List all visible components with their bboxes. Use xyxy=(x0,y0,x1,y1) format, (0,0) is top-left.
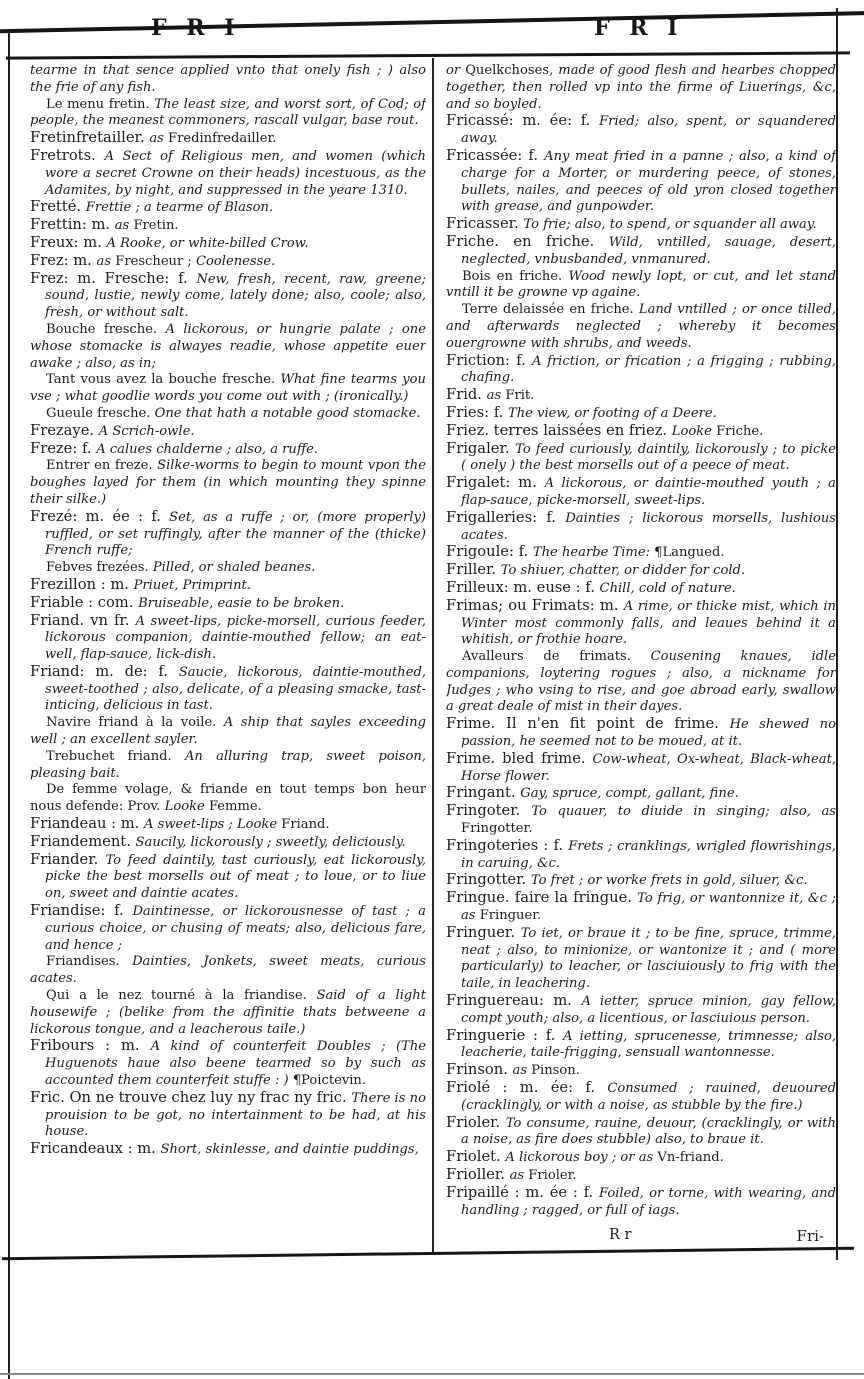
dictionary-entry xyxy=(30,406,426,423)
entry-headword: Friche. en friche. xyxy=(446,232,609,250)
entry-gloss: as xyxy=(509,1168,529,1183)
entry-headword: Fringuereau: m. xyxy=(446,992,582,1010)
entry-headword: Fries: f. xyxy=(446,403,509,421)
entry-gloss: To frig, or wantonnize it, &c ; as xyxy=(461,891,836,924)
dictionary-entry xyxy=(446,441,836,476)
entry-gloss: as xyxy=(96,253,116,269)
dictionary-entry xyxy=(446,872,836,890)
dictionary-entry xyxy=(446,234,836,269)
entry-roman-text: Frioler. xyxy=(528,1168,577,1183)
dictionary-entry xyxy=(446,353,836,388)
dictionary-entry xyxy=(446,475,836,510)
entry-gloss: Saucily, lickorously ; sweetly, deliciously. xyxy=(135,834,406,850)
entry-gloss: Frettie ; a tearme of Blason. xyxy=(85,200,274,216)
entry-roman-text: Le menu fretin. xyxy=(46,96,155,112)
dictionary-entry xyxy=(446,925,836,993)
entry-roman-text: Friandises. xyxy=(46,954,133,970)
entry-headword: Friand: m. de: f. xyxy=(30,662,179,680)
dictionary-entry xyxy=(30,903,426,954)
entry-roman-text: Gueule fresche. xyxy=(46,405,155,421)
entry-gloss: Cow-wheat, Ox-wheat, Black-wheat, Horse flower. xyxy=(461,751,836,784)
dictionary-entry xyxy=(446,838,836,873)
entry-headword: Frettin: m. xyxy=(30,216,115,234)
entry-gloss: tearme in that sence applied vnto that onely fish ; ) also the frie of any fish. xyxy=(30,63,426,95)
top-scan-edge-rule xyxy=(0,11,864,34)
entry-roman-text: De femme volage, & friande en tout temps bon heur nous defende: Prov. xyxy=(30,782,426,815)
dictionary-entry xyxy=(446,423,836,441)
dictionary-entry xyxy=(30,441,426,459)
dictionary-entry xyxy=(446,148,836,216)
entry-gloss: A Scrich-owle. xyxy=(98,423,195,439)
entry-gloss: Chill, cold of nature. xyxy=(599,580,736,596)
entry-headword: Frigalet: m. xyxy=(446,474,545,492)
dictionary-entry xyxy=(30,852,426,903)
running-header-right: F R I xyxy=(594,15,684,41)
signature-mark: R r xyxy=(609,1227,632,1243)
entry-roman-text: Friand. xyxy=(281,817,330,833)
entry-headword: Frioler. xyxy=(446,1113,506,1131)
entry-gloss: Cousening knaues, idle companions, loytering rogues ; also, a nickname for Judges ; who vsing to rise, and goe abroad early, swallow a great deale of mist in their dayes. xyxy=(446,649,836,715)
entry-headword: Fricassée: f. xyxy=(446,146,545,164)
entry-roman-text: Pinson. xyxy=(531,1063,580,1079)
entry-headword: Fringoteries : f. xyxy=(446,836,569,854)
dictionary-entry xyxy=(446,1185,836,1220)
entry-gloss: Dainties, Jonkets, sweet meats, curious acates. xyxy=(30,954,426,987)
entry-gloss: A sweet-lips ; Looke xyxy=(144,817,282,833)
entry-roman-text: Femme. xyxy=(208,799,262,815)
entry-headword: Freze: f. xyxy=(30,439,97,457)
entry-roman-text: Vn-friand. xyxy=(657,1150,724,1166)
entry-headword: Friction: f. xyxy=(446,351,532,369)
entry-headword: Fripaillé : m. ée : f. xyxy=(446,1183,599,1201)
entry-headword: Frime. Il n'en fit point de frime. xyxy=(446,715,730,733)
column-divider-rule xyxy=(432,58,434,1254)
dictionary-entry xyxy=(30,834,426,852)
entry-roman-text: Fringotter. xyxy=(461,821,533,837)
dictionary-entry xyxy=(30,664,426,715)
dictionary-entry xyxy=(446,1115,836,1150)
dictionary-entry xyxy=(30,954,426,988)
dictionary-entry xyxy=(30,613,426,664)
entry-gloss: as xyxy=(149,131,169,147)
entry-gloss: To feed curiously, daintily, lickorously ; to picke ( onely ) the best morsells out of a peece of meat. xyxy=(461,441,836,474)
entry-headword: Fringuer. xyxy=(446,923,521,941)
entry-gloss: Frets ; cranklings, wrigled flowrishings, in caruing, &c. xyxy=(461,838,836,871)
entry-headword: Friandise: f. xyxy=(30,902,133,920)
entry-gloss: The least size, and worst sort, of Cod; of people, the meanest commoners, rascall vulgar, base rout. xyxy=(30,96,426,129)
dictionary-entry xyxy=(446,387,836,405)
dictionary-entry xyxy=(446,1062,836,1080)
entry-gloss: To shiuer, chatter, or didder for cold. xyxy=(500,563,746,579)
entry-headword: Fretinfretailler. xyxy=(30,129,150,147)
entry-headword: Frime. bled frime. xyxy=(446,749,593,767)
dictionary-entry xyxy=(30,235,426,253)
dictionary-entry xyxy=(30,988,426,1038)
entry-roman-text: Navire friand à la voile. xyxy=(46,715,224,731)
entry-headword: Fribours : m. xyxy=(30,1037,151,1055)
dictionary-entry xyxy=(30,816,426,834)
entry-gloss: or xyxy=(446,63,466,78)
dictionary-entry xyxy=(446,716,836,751)
entry-gloss: A ietter, spruce minion, gay fellow, compt youth; also, a licentious, or lasciuious person. xyxy=(461,994,836,1026)
dictionary-entry xyxy=(30,271,426,322)
dictionary-entry xyxy=(446,1028,836,1063)
entry-gloss: One that hath a notable good stomacke. xyxy=(154,405,421,421)
entry-headword: Fricandeaux : m. xyxy=(30,1140,161,1158)
entry-headword: Friander. xyxy=(30,850,106,868)
entry-headword: Frigaler. xyxy=(446,439,516,457)
entry-headword: Fretté. xyxy=(30,198,86,216)
entry-headword: Fringotter. xyxy=(446,871,531,889)
entry-gloss: A lickorous boy ; or as xyxy=(505,1150,658,1166)
right-frame-rule xyxy=(836,8,838,1260)
entry-gloss: To fret ; or worke frets in gold, siluer, &c. xyxy=(530,873,808,889)
entry-headword: Frimas; ou Frimats: m. xyxy=(446,596,624,614)
dictionary-entry xyxy=(30,199,426,217)
entry-headword: Frid. xyxy=(446,386,487,404)
dictionary-entry xyxy=(30,577,426,595)
dictionary-entry xyxy=(446,269,836,303)
entry-headword: Friolet. xyxy=(446,1148,506,1166)
entry-gloss: Foiled, or torne, with wearing, and handling ; ragged, or full of iags. xyxy=(461,1185,836,1218)
entry-roman-text: Fretin. xyxy=(133,218,179,234)
entry-gloss: A Sect of Religious men, and women (which wore a secret Crowne on their heads) incestuous, as the Adamites, by night, and suppressed in the yeare 1310. xyxy=(45,148,426,198)
entry-gloss: To frie; also, to spend, or squander all away. xyxy=(523,217,817,233)
dictionary-entry xyxy=(446,785,836,803)
entry-headword: Fricassé: m. ée: f. xyxy=(446,112,600,130)
entry-gloss: as xyxy=(512,1063,532,1079)
dictionary-entry xyxy=(30,782,426,816)
entry-gloss: To consume, rauine, deuour, (cracklingly, or with a noise, as fire does stubble) also, to braue it. xyxy=(461,1115,836,1148)
dictionary-entry xyxy=(30,1090,426,1141)
dictionary-entry xyxy=(446,216,836,234)
dictionary-entry xyxy=(446,510,836,545)
entry-headword: Fringoter. xyxy=(446,802,532,820)
entry-gloss: Short, skinlesse, and daintie puddings, xyxy=(160,1142,419,1158)
entry-headword: Friand. vn fr. xyxy=(30,611,136,629)
entry-headword: Frezé: m. ée : f. xyxy=(30,507,170,525)
entry-roman-text: ¶Poictevin. xyxy=(292,1073,367,1089)
dictionary-entry xyxy=(446,113,836,148)
entry-gloss: New, fresh, recent, raw, greene; sound, lustie, newly come, lately done; also, coole; also, fresh, or without salt. xyxy=(45,271,426,321)
entry-headword: Friandement. xyxy=(30,832,136,850)
entry-headword: Friable : com. xyxy=(30,593,139,611)
column-right xyxy=(446,63,836,1223)
entry-roman-text: Terre delaissée en friche. xyxy=(462,302,639,318)
entry-roman-text: Friche. xyxy=(716,423,764,439)
entry-gloss: Looke xyxy=(671,423,717,439)
entry-headword: Frez: m. Fresche: f. xyxy=(30,269,197,287)
entry-roman-text: Frescheur ; xyxy=(115,253,196,269)
column-left xyxy=(30,63,426,1255)
entry-headword: Frilleux: m. euse : f. xyxy=(446,578,600,596)
dictionary-entry xyxy=(30,458,426,508)
header-rule xyxy=(6,51,850,59)
entry-gloss: as xyxy=(486,388,506,404)
dictionary-entry xyxy=(30,1038,426,1089)
entry-gloss: A calues chalderne ; also, a ruffe. xyxy=(96,441,319,457)
dictionary-entry xyxy=(30,253,426,271)
entry-gloss: Wild, vntilled, sauage, desert, neglected, vnbusbanded, vnmanured. xyxy=(461,234,836,267)
dictionary-entry xyxy=(446,649,836,716)
dictionary-entry xyxy=(30,63,426,97)
entry-gloss: Coolenesse. xyxy=(196,253,276,269)
dictionary-entry xyxy=(30,148,426,199)
dictionary-entry xyxy=(30,595,426,613)
entry-gloss: A ship that sayles exceeding well ; an excellent sayler. xyxy=(30,715,426,748)
entry-gloss: Pilled, or shaled beanes. xyxy=(152,560,316,576)
dictionary-entry xyxy=(446,302,836,352)
entry-roman-text: Fredinfredailler. xyxy=(168,131,277,147)
dictionary-entry xyxy=(30,372,426,406)
entry-roman-text: Bois en friche. xyxy=(462,268,569,284)
entry-gloss: Gay, spruce, compt, gallant, fine. xyxy=(520,786,739,802)
dictionary-entry xyxy=(446,580,836,598)
entry-gloss: A rime, or thicke mist, which in Winter most commonly falls, and leaues behind it a whitish, or frothie hoare. xyxy=(461,598,836,648)
entry-gloss: Wood newly lopt, or cut, and let stand vntill it be growne vp againe. xyxy=(446,268,836,301)
entry-gloss: Land vntilled ; or once tilled, and afterwards neglected ; whereby it becomes ouergrowne with shrubs, and weeds. xyxy=(446,302,836,351)
dictionary-entry xyxy=(30,97,426,131)
entry-gloss: What fine tearms you vse ; what goodlie words you come out with ; (ironically.) xyxy=(30,372,426,405)
dictionary-entry xyxy=(446,1080,836,1115)
entry-roman-text: ¶Langued. xyxy=(654,545,725,561)
entry-roman-text: Quelkchoses xyxy=(465,63,550,78)
entry-roman-text: Qui a le nez tourné à la friandise. xyxy=(46,988,317,1004)
entry-roman-text: Frit. xyxy=(505,388,535,404)
entry-gloss: Bruiseable, easie to be broken. xyxy=(138,595,345,611)
entry-headword: Frez: m. xyxy=(30,251,97,269)
entry-headword: Friolé : m. ée: f. xyxy=(446,1079,608,1097)
entry-gloss: The view, or footing of a Deere. xyxy=(508,405,717,421)
entry-gloss: He shewed no passion, he seemed not to be moued, at it. xyxy=(461,717,836,750)
entry-gloss: There is no prouision to be got, no intertainment to be had, at his house. xyxy=(45,1090,426,1140)
entry-gloss: Saucie, lickorous, daintie-mouthed, sweet-toothed ; also, delicate, of a pleasing smacke, tast-inticing, delicious in tast. xyxy=(45,664,426,714)
entry-headword: Frinson. xyxy=(446,1061,513,1079)
catchword: Fri- xyxy=(796,1227,824,1245)
entry-headword: Frigoule: f. xyxy=(446,543,533,561)
entry-gloss: The hearbe Time: xyxy=(532,545,655,561)
dictionary-entry xyxy=(446,803,836,838)
entry-gloss: A sweet-lips, picke-morsell, curious feeder, lickorous companion, daintie-mouthed fellow; an eat-well, flap-sauce, lick-dish. xyxy=(45,613,426,663)
dictionary-entry xyxy=(446,890,836,925)
dictionary-entry xyxy=(446,63,836,113)
entry-gloss: A ietting, sprucenesse, trimnesse; also, leacherie, taile-frigging, sensuall wantonnesse. xyxy=(461,1028,836,1061)
dictionary-entry xyxy=(446,1167,836,1185)
entry-gloss: Priuet, Primprint. xyxy=(133,577,251,593)
entry-gloss: Said of a light housewife ; (belike from the affinitie thats betweene a lickorous tongue, and a leacherous taile.) xyxy=(30,988,426,1037)
dictionary-entry xyxy=(446,1149,836,1167)
entry-roman-text: Avalleurs de frimats. xyxy=(462,649,651,665)
dictionary-entry xyxy=(30,130,426,148)
entry-headword: Frezillon : m. xyxy=(30,575,134,593)
entry-gloss: Looke xyxy=(164,799,209,815)
entry-roman-text: Tant vous avez la bouche fresche. xyxy=(46,372,281,388)
entry-roman-text: Febves frezées. xyxy=(46,560,153,576)
entry-headword: Fringant. xyxy=(446,784,521,802)
entry-headword: Friandeau : m. xyxy=(30,815,144,833)
entry-headword: Friez. terres laissées en friez. xyxy=(446,421,672,439)
entry-headword: Frigalleries: f. xyxy=(446,508,566,526)
dictionary-entry xyxy=(30,560,426,577)
entry-gloss: A friction, or frication ; a frigging ; rubbing, chafing. xyxy=(461,353,836,386)
entry-headword: Fric. On ne trouve chez luy ny frac ny fric. xyxy=(30,1088,352,1106)
entry-gloss: To iet, or braue it ; to be fine, spruce, trimme, neat ; also, to minionize, or wantonize it ; and ( more particularly) to leacher, or lasciuiously to frig with the taile, in leachering. xyxy=(461,925,836,992)
entry-gloss: To quauer, to diuide in singing; also, as xyxy=(531,804,836,820)
entry-gloss: Set, as a ruffe ; or, (more properly) ruffled, or set ruffingly, after the manner of the (thicke) French ruffe; xyxy=(45,509,426,559)
entry-gloss: Silke-worms to begin to mount vpon the boughes layed for them (in which mounting they spinne their silke.) xyxy=(30,458,426,507)
dictionary-entry xyxy=(30,749,426,783)
entry-headword: Fretrots. xyxy=(30,146,105,164)
entry-headword: Frioller. xyxy=(446,1166,510,1183)
bottom-scan-edge-rule xyxy=(0,1373,864,1375)
entry-gloss: An alluring trap, sweet poison, pleasing bait. xyxy=(30,748,426,781)
entry-gloss: Fried; also, spent, or squandered away. xyxy=(461,114,836,147)
entry-gloss: A kind of counterfeit Doubles ; (The Huguenots haue also beene tearmed so by such as accounted them counterfeit stuffe : ) xyxy=(45,1039,426,1089)
dictionary-entry xyxy=(446,405,836,423)
entry-headword: Fringuerie : f. xyxy=(446,1026,564,1044)
dictionary-entry xyxy=(30,217,426,235)
dictionary-entry xyxy=(446,751,836,786)
left-frame-rule xyxy=(8,30,10,1379)
running-header-left: F R I xyxy=(151,15,241,41)
entry-gloss: A Rooke, or white-billed Crow. xyxy=(106,235,309,251)
entry-headword: Fricasser. xyxy=(446,215,524,233)
dictionary-entry xyxy=(446,993,836,1028)
entry-roman-text: Entrer en freze. xyxy=(46,458,158,474)
entry-gloss: as xyxy=(114,218,134,234)
dictionary-entry xyxy=(30,509,426,560)
entry-gloss: To feed daintily, tast curiously, eat lickorously, picke the best morsells out of meat ; to loue, or to liue on, sweet and daintie acates. xyxy=(45,852,426,902)
entry-gloss: Daintinesse, or lickorousnesse of tast ; a curious choice, or chusing of meats; also, delicious fare, and hence ; xyxy=(45,904,426,953)
entry-headword: Fringue. faire la fringue. xyxy=(446,889,638,907)
entry-roman-text: Trebuchet friand. xyxy=(46,748,185,764)
entry-gloss: A lickorous, or hungrie palate ; one whose stomacke is alwayes readie, whose appetite euer awake ; also, as in; xyxy=(30,321,426,371)
entry-gloss: Consumed ; rauined, deuoured (cracklingly, or with a noise, as stubble by the fire.) xyxy=(461,1081,836,1113)
dictionary-entry xyxy=(30,423,426,441)
dictionary-entry xyxy=(30,322,426,372)
entry-gloss: Dainties ; lickorous morsells, lushious acates. xyxy=(461,510,836,543)
dictionary-entry xyxy=(446,544,836,562)
dictionary-entry xyxy=(30,1141,426,1159)
entry-gloss: A lickorous, or daintie-mouthed youth ; a flap-sauce, picke-morsell, sweet-lips. xyxy=(461,476,836,508)
signature-row xyxy=(446,1227,836,1247)
entry-headword: Friller. xyxy=(446,561,501,579)
entry-roman-text: Bouche fresche. xyxy=(46,321,166,337)
entry-headword: Freux: m. xyxy=(30,233,107,251)
dictionary-entry xyxy=(446,562,836,580)
entry-headword: Frezaye. xyxy=(30,421,99,439)
dictionary-entry xyxy=(30,715,426,749)
entry-gloss: Any meat fried in a panne ; also, a kind of charge for a Morter, or murdering peece, of stones, bullets, nailes, and peeces of old yron closed together with grease, and gunpowder. xyxy=(461,148,836,215)
dictionary-entry xyxy=(446,598,836,649)
entry-roman-text: Fringuer. xyxy=(479,908,542,924)
entry-gloss: , made of good flesh and hearbes chopped together, then rolled vp into the firme of Liuerings, &c, and so boyled. xyxy=(446,63,836,112)
